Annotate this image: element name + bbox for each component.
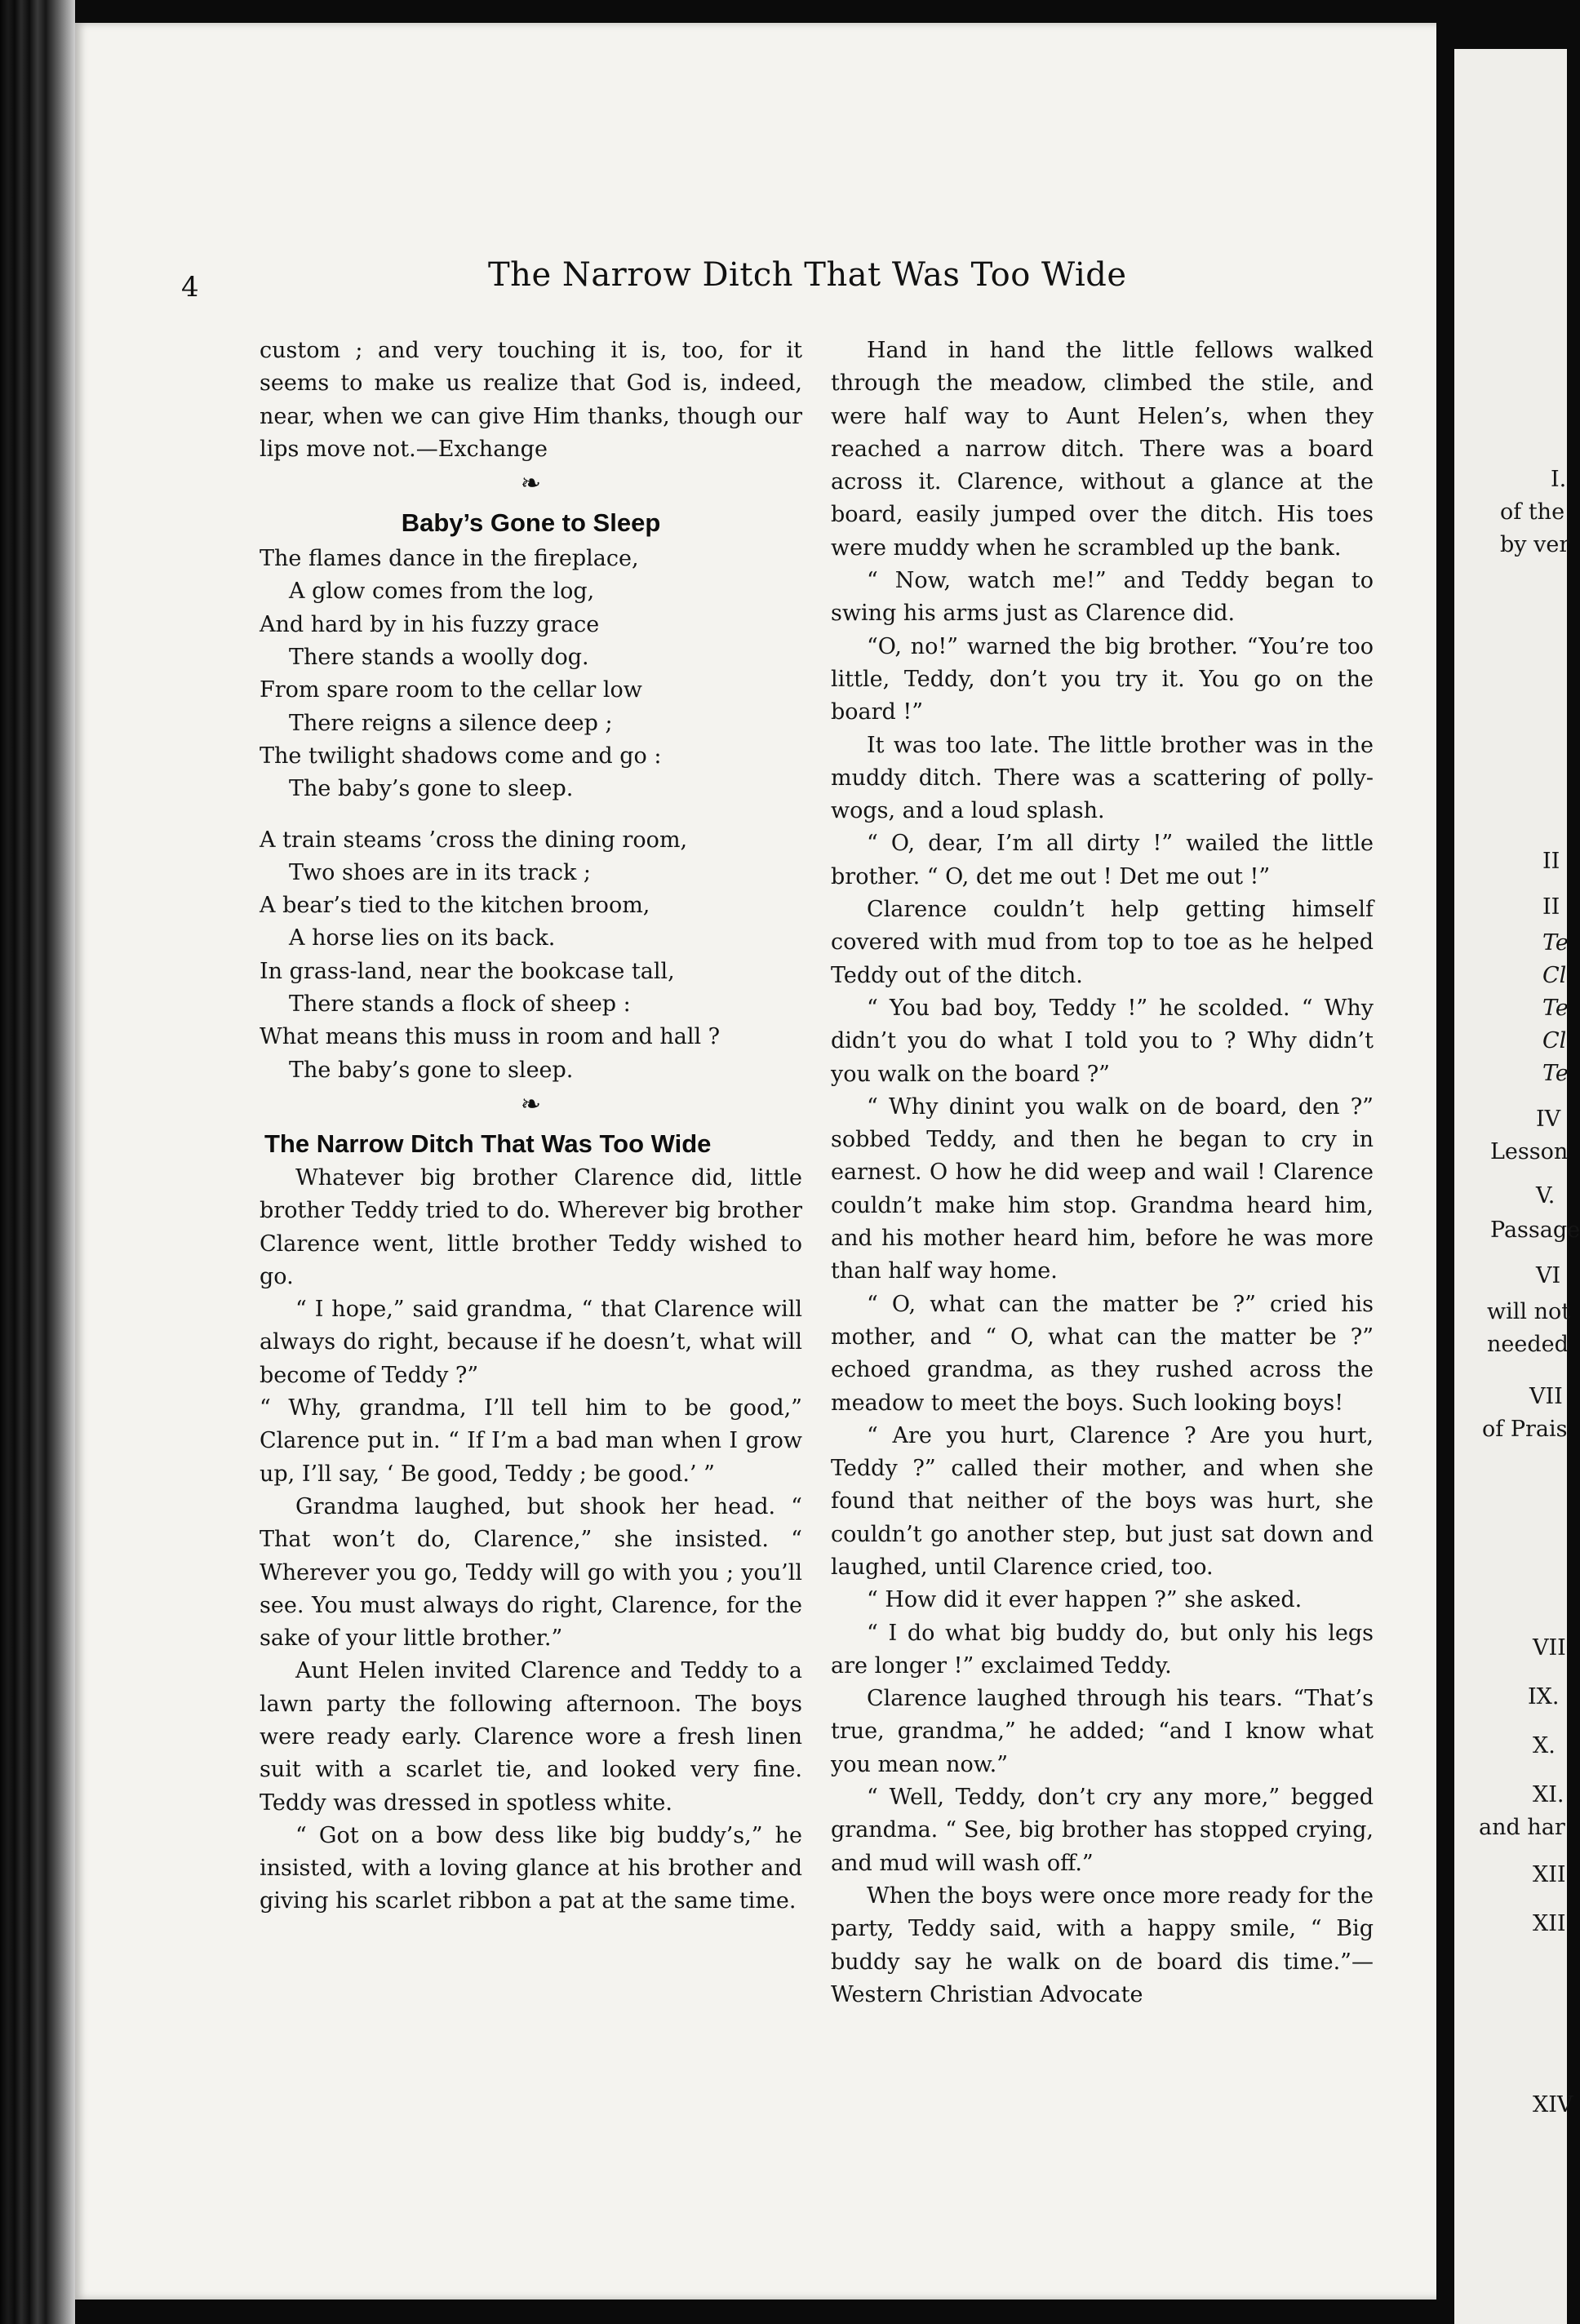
next-page-fragment: II bbox=[1542, 894, 1560, 920]
story-paragraph: Whatever big brother Clarence did, little brother Teddy tried to do. Wherever big brother Clarence went, little brother Teddy wished to go. bbox=[260, 1164, 802, 1289]
next-page-fragment: Te bbox=[1542, 996, 1569, 1021]
next-page-fragment: X. bbox=[1533, 1733, 1556, 1759]
next-page-fragment: IX. bbox=[1528, 1684, 1560, 1710]
story-paragraph: It was too late. The little brother was in the muddy ditch. There was a scattering of polly-wogs, and a loud splash. bbox=[831, 732, 1374, 824]
poem-line: A horse lies on its back. bbox=[289, 925, 556, 951]
next-page-fragment: V. bbox=[1536, 1183, 1556, 1209]
poem-stanza-1 bbox=[260, 543, 802, 805]
poem-line: From spare room to the cellar low bbox=[260, 677, 642, 703]
poem-line: There reigns a silence deep ; bbox=[289, 710, 613, 736]
next-page-fragment: II bbox=[1542, 849, 1560, 874]
next-page-fragment: Cl bbox=[1542, 1028, 1567, 1053]
poem-line: What means this muss in room and hall ? bbox=[260, 1024, 721, 1050]
page-number: 4 bbox=[181, 271, 199, 304]
story-paragraph: When the boys were once more ready for the party, Teddy said, with a happy smile, “ Big buddy say he walk on de board dis time.”—Western Christian Advocate bbox=[831, 1883, 1374, 2007]
story-paragraph: Grandma laughed, but shook her head. “ That won’t do, Clarence,” she insisted. “ Wherever you go, Teddy will go with you ; you’ll see. You must always do right, Clarence, for the sake of your little brother.” bbox=[260, 1493, 802, 1652]
story-paragraph: “ You bad boy, Teddy !” he scolded. “ Why didn’t you do what I told you to ? Why didn’t you walk on the board ?” bbox=[831, 995, 1374, 1087]
next-page-fragment: by ver bbox=[1500, 532, 1570, 557]
next-page-fragment: VII bbox=[1533, 1635, 1566, 1661]
story-paragraph: “ Got on a bow dess like big buddy’s,” he insisted, with a loving glance at his brother and giving his scarlet ribbon a pat at the same time. bbox=[260, 1822, 802, 1914]
poem-title: Baby’s Gone to Sleep bbox=[401, 508, 661, 538]
poem-line: A bear’s tied to the kitchen broom, bbox=[260, 893, 650, 919]
story-paragraph: “ Why dinint you walk on de board, den ?” sobbed Teddy, and then he began to cry in earnest. O how he did weep and wail ! Clarence couldn’t make him stop. Grandma heard him, and his mother heard him, before he was more than half way home. bbox=[831, 1093, 1374, 1284]
next-page-fragment: XII bbox=[1533, 1862, 1566, 1887]
story-paragraph: “ O, dear, I’m all dirty !” wailed the little brother. “ O, det me out ! Det me out !” bbox=[831, 831, 1374, 889]
next-page-fragment: will not bbox=[1487, 1299, 1571, 1324]
story-paragraph: Clarence couldn’t help getting himself covered with mud from top to toe as he helped Teddy out of the ditch. bbox=[831, 897, 1374, 988]
next-page-fragment: Cl bbox=[1542, 963, 1567, 988]
poem-line: In grass-land, near the bookcase tall, bbox=[260, 958, 675, 984]
next-page-fragment: I. bbox=[1551, 467, 1567, 492]
story-paragraph: “O, no!” warned the big brother. “You’re too little, Teddy, don’t you try it. You go on the board !” bbox=[831, 633, 1374, 725]
book-spine bbox=[0, 0, 75, 2324]
next-page-fragment: of Prais bbox=[1482, 1417, 1568, 1442]
next-page-edge bbox=[1454, 49, 1580, 2324]
story-paragraph: “ O, what can the matter be ?” cried his mother, and “ O, what can the matter be ?” echoed grandma, as they rushed across the meadow to meet the boys. Such looking boys! bbox=[831, 1291, 1374, 1416]
story-paragraph: “ Why, grandma, I’ll tell him to be good,” Clarence put in. “ If I’m a bad man when I grow up, I’ll say, ‘ Be good, Teddy ; be good.’ ” bbox=[260, 1395, 802, 1487]
next-page-fragment: Te bbox=[1542, 930, 1569, 956]
poem-stanza-2 bbox=[260, 824, 802, 1087]
intro-paragraph: custom ; and very touching it is, too, for it seems to make us realize that God is, indeed, near, when we can give Him thanks, though our lips move not.—Exchange bbox=[260, 338, 802, 462]
page-gutter bbox=[1436, 0, 1456, 2324]
story-title: The Narrow Ditch That Was Too Wide bbox=[264, 1129, 712, 1158]
poem-line: The baby’s gone to sleep. bbox=[289, 776, 574, 802]
poem-line: There stands a woolly dog. bbox=[289, 645, 589, 671]
running-title: The Narrow Ditch That Was Too Wide bbox=[488, 256, 1127, 294]
left-column bbox=[260, 335, 802, 1918]
next-page-fragment: XII bbox=[1533, 1911, 1566, 1936]
fleuron-ornament: ❧ bbox=[520, 1089, 542, 1119]
next-page-fragment: VII bbox=[1529, 1384, 1563, 1409]
next-page-fragment: IV bbox=[1536, 1107, 1561, 1132]
next-page-fragment: XI. bbox=[1533, 1782, 1564, 1807]
next-page-fragment: needed bbox=[1487, 1332, 1569, 1357]
story-paragraph: “ How did it ever happen ?” she asked. bbox=[867, 1587, 1303, 1613]
poem-line: The twilight shadows come and go : bbox=[260, 743, 662, 769]
next-page-fragment: and har bbox=[1479, 1815, 1565, 1840]
story-paragraph: “ Are you hurt, Clarence ? Are you hurt, Teddy ?” called their mother, and when she found that neither of the boys was hurt, she couldn’t go another step, but just sat down and laughed, until Clarence cried, too. bbox=[831, 1422, 1374, 1580]
next-page-fragment: XIV bbox=[1533, 2092, 1573, 2118]
right-column bbox=[831, 335, 1374, 2011]
next-page-fragment: VI bbox=[1536, 1263, 1561, 1288]
poem-line: There stands a flock of sheep : bbox=[289, 991, 631, 1018]
story-paragraph: “ Now, watch me!” and Teddy began to swing his arms just as Clarence did. bbox=[831, 568, 1374, 627]
poem-line: A train steams ’cross the dining room, bbox=[260, 827, 688, 853]
fleuron-ornament: ❧ bbox=[520, 469, 542, 499]
story-paragraph: “ I hope,” said grandma, “ that Clarence will always do right, because if he doesn’t, what will become of Teddy ?” bbox=[260, 1297, 802, 1388]
poem-line: Two shoes are in its track ; bbox=[289, 859, 592, 885]
story-paragraph: “ Well, Teddy, don’t cry any more,” begged grandma. “ See, big brother has stopped crying, and mud will wash off.” bbox=[831, 1785, 1374, 1876]
next-page-fragment: Te bbox=[1542, 1061, 1569, 1086]
poem-line: And hard by in his fuzzy grace bbox=[260, 611, 600, 637]
story-paragraph: Clarence laughed through his tears. “That’s true, grandma,” he added; “and I know what you mean now.” bbox=[831, 1686, 1374, 1777]
next-page-fragment: Passage bbox=[1490, 1217, 1580, 1243]
stanza-gap bbox=[260, 806, 802, 823]
next-page-fragment: Lesson bbox=[1490, 1139, 1569, 1164]
story-paragraph: Aunt Helen invited Clarence and Teddy to a lawn party the following afternoon. The boys were ready early. Clarence wore a fresh linen suit with a scarlet tie, and looked very fine. Teddy was dressed in spotless white. bbox=[260, 1658, 802, 1816]
poem-line: The baby’s gone to sleep. bbox=[289, 1057, 574, 1083]
poem-line: The flames dance in the fireplace, bbox=[260, 546, 639, 572]
next-page-fragment: of the bbox=[1500, 499, 1565, 525]
story-paragraph: Hand in hand the little fellows walked through the meadow, climbed the stile, and were half way to Aunt Helen’s, when they reached a narrow ditch. There was a board across it. Clarence, without a glance at the board, easily jumped over the ditch. His toes were muddy when he scrambled up the bank. bbox=[831, 338, 1374, 561]
story-paragraph: “ I do what big buddy do, but only his legs are longer !” exclaimed Teddy. bbox=[831, 1620, 1374, 1679]
poem-line: A glow comes from the log, bbox=[289, 579, 595, 605]
